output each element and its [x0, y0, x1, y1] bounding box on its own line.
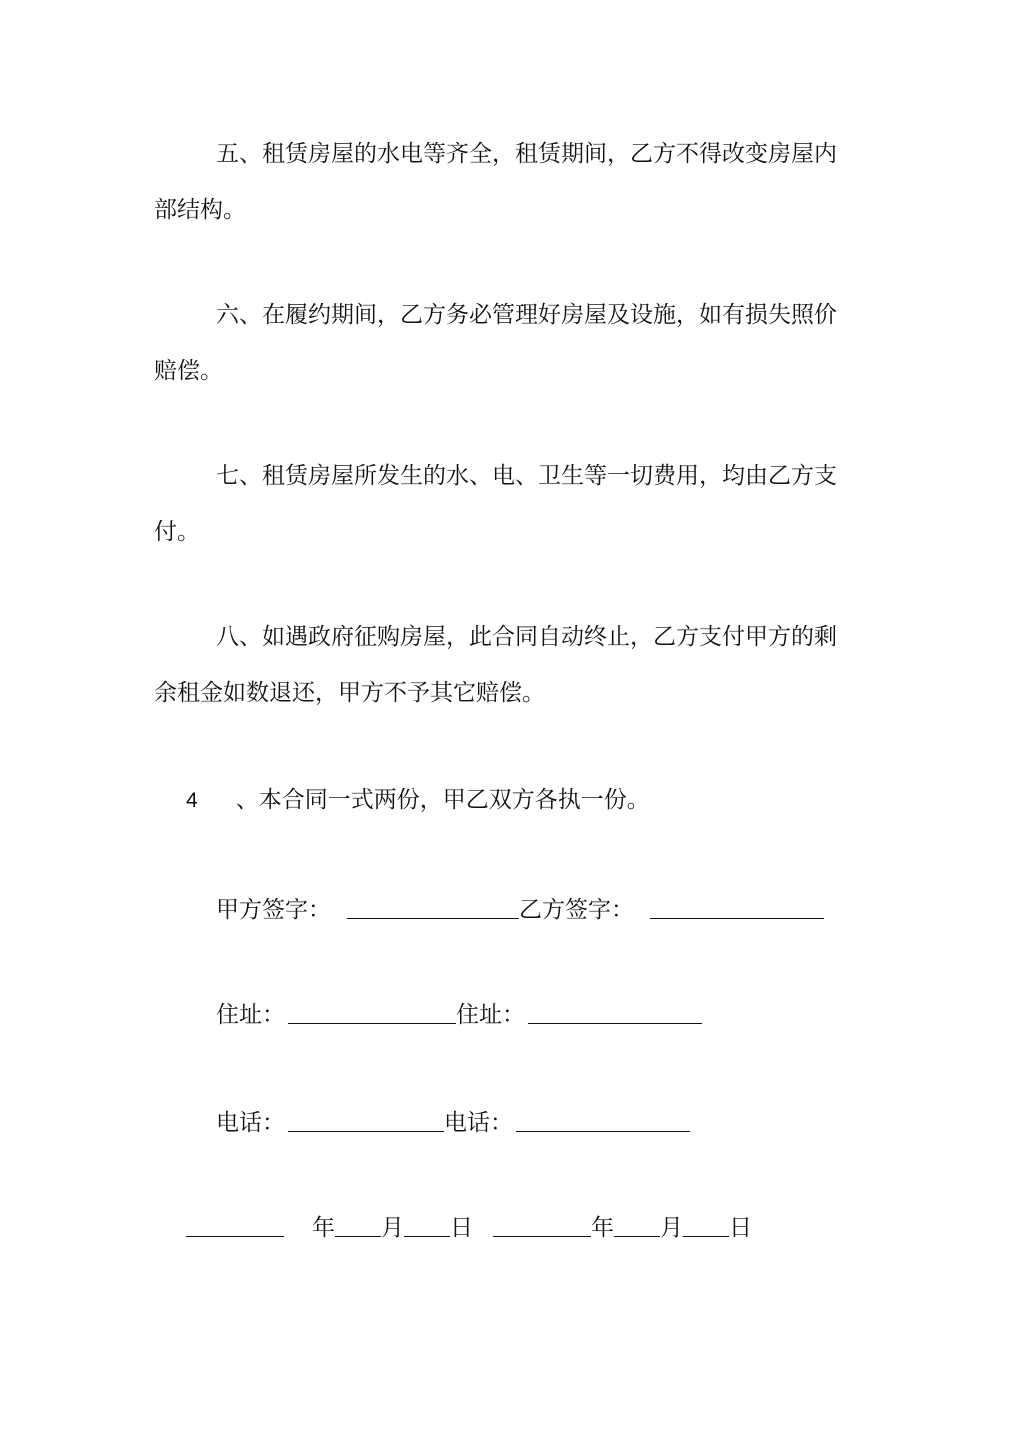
- party-b-phone-blank[interactable]: [516, 1107, 690, 1132]
- party-b-year-blank[interactable]: [493, 1212, 591, 1237]
- party-a-signature-label: 甲方签字：: [216, 897, 331, 923]
- signature-row: [216, 890, 824, 930]
- clause-8-line-1: 八、如遇政府征购房屋，此合同自动终止，乙方支付甲方的剩: [216, 624, 837, 650]
- party-b-phone-label: 电话：: [444, 1110, 513, 1136]
- party-a-phone-label: 电话：: [216, 1110, 285, 1136]
- party-a-day-blank[interactable]: [404, 1212, 450, 1237]
- party-b-year-label: 年: [591, 1215, 614, 1241]
- party-a-day-label: 日: [450, 1215, 473, 1241]
- party-b-signature-blank[interactable]: [650, 894, 824, 919]
- clause-7: [154, 448, 837, 560]
- party-a-address-blank[interactable]: [288, 999, 456, 1024]
- phone-row: [216, 1103, 690, 1143]
- party-a-address-label: 住址：: [216, 1002, 285, 1028]
- clause-5-line-1: 五、租赁房屋的水电等齐全，租赁期间，乙方不得改变房屋内: [216, 141, 837, 167]
- address-row: [216, 995, 702, 1035]
- party-b-month-blank[interactable]: [614, 1212, 660, 1237]
- clause-5-line-2: 部结构。: [154, 197, 246, 223]
- party-a-month-label: 月: [381, 1215, 404, 1241]
- party-a-year-label: 年: [312, 1215, 335, 1241]
- party-b-day-label: 日: [729, 1215, 752, 1241]
- clause-8: [154, 609, 837, 721]
- clause-6: [154, 287, 837, 399]
- clause-6-line-1: 六、在履约期间，乙方务必管理好房屋及设施，如有损失照价: [216, 302, 837, 328]
- party-a-phone-blank[interactable]: [288, 1107, 444, 1132]
- clause-8-line-2: 余租金如数退还，甲方不予其它赔偿。: [154, 680, 545, 706]
- clause-6-line-2: 赔偿。: [154, 358, 223, 384]
- clause-7-line-1: 七、租赁房屋所发生的水、电、卫生等一切费用，均由乙方支: [216, 463, 837, 489]
- date-row: [186, 1208, 752, 1248]
- party-b-month-label: 月: [660, 1215, 683, 1241]
- copies-clause-text: 、本合同一式两份，甲乙双方各执一份。: [235, 787, 650, 813]
- copies-clause: [186, 780, 650, 820]
- party-b-signature-label: 乙方签字：: [519, 897, 634, 923]
- party-b-address-blank[interactable]: [528, 999, 702, 1024]
- party-b-address-label: 住址：: [456, 1002, 525, 1028]
- party-a-year-blank[interactable]: [186, 1212, 284, 1237]
- clause-7-line-2: 付。: [154, 519, 200, 545]
- party-a-signature-blank[interactable]: [347, 894, 519, 919]
- party-b-day-blank[interactable]: [683, 1212, 729, 1237]
- clause-5: [154, 126, 837, 238]
- party-a-month-blank[interactable]: [335, 1212, 381, 1237]
- copies-clause-number: 4: [186, 789, 198, 812]
